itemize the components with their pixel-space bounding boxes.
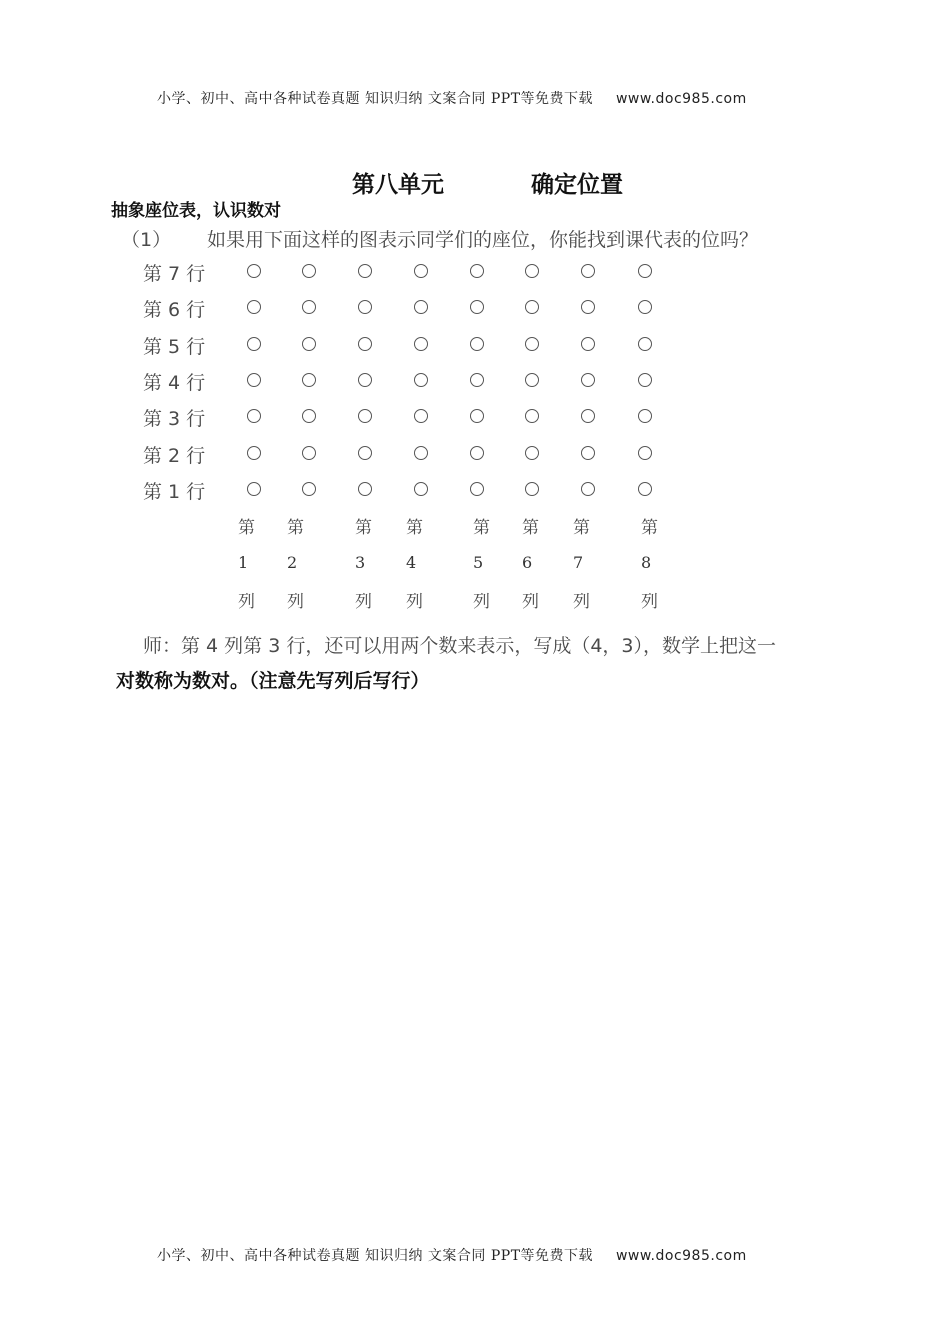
column-label-num: 8 bbox=[641, 553, 652, 572]
column-label-num: 7 bbox=[573, 553, 584, 572]
seat-circle bbox=[414, 446, 428, 460]
row-label: 第 4 行 bbox=[143, 371, 206, 394]
seat-circle bbox=[525, 409, 539, 423]
column-label-bottom: 列 bbox=[522, 592, 539, 612]
seat-circle bbox=[302, 300, 316, 314]
seat-circle bbox=[470, 373, 484, 387]
seat-circle bbox=[414, 409, 428, 423]
page-footer bbox=[157, 1245, 747, 1265]
seat-circle bbox=[581, 373, 595, 387]
seat-circle bbox=[358, 482, 372, 496]
seat-circle bbox=[470, 446, 484, 460]
column-label-bottom: 列 bbox=[238, 592, 255, 612]
row-label: 第 2 行 bbox=[143, 444, 206, 467]
seat-circle bbox=[302, 482, 316, 496]
column-label-bottom: 列 bbox=[473, 592, 490, 612]
seat-circle bbox=[414, 337, 428, 351]
row-label: 第 6 行 bbox=[143, 299, 206, 322]
seat-circle bbox=[581, 409, 595, 423]
seat-circle bbox=[302, 337, 316, 351]
column-label-top: 第 bbox=[473, 518, 490, 538]
seat-circle bbox=[358, 264, 372, 278]
seat-circle bbox=[247, 337, 261, 351]
column-label-bottom: 列 bbox=[641, 592, 658, 612]
seat-circle bbox=[525, 337, 539, 351]
seat-circle bbox=[247, 409, 261, 423]
seat-circle bbox=[638, 409, 652, 423]
seat-circle bbox=[638, 300, 652, 314]
seat-circle bbox=[247, 300, 261, 314]
seat-circle bbox=[581, 337, 595, 351]
seat-circle bbox=[247, 373, 261, 387]
seat-circle bbox=[470, 337, 484, 351]
seat-circle bbox=[470, 300, 484, 314]
seat-circle bbox=[414, 300, 428, 314]
seat-circle bbox=[302, 409, 316, 423]
column-label-top: 第 bbox=[406, 518, 423, 538]
column-label-num: 4 bbox=[406, 553, 417, 572]
column-label-top: 第 bbox=[355, 518, 372, 538]
seat-circle bbox=[358, 300, 372, 314]
column-label-num: 6 bbox=[522, 553, 533, 572]
header-text: 小学、初中、高中各种试卷真题 知识归纳 文案合同 PPT等免费下载 bbox=[157, 91, 594, 107]
seat-circle bbox=[414, 264, 428, 278]
column-label-top: 第 bbox=[573, 518, 590, 538]
seat-circle bbox=[470, 409, 484, 423]
seat-circle bbox=[302, 446, 316, 460]
seat-circle bbox=[414, 373, 428, 387]
seat-circle bbox=[525, 264, 539, 278]
page-header bbox=[157, 88, 747, 108]
footer-site-link[interactable]: www.doc985.com bbox=[615, 1248, 747, 1264]
header-site-link[interactable]: www.doc985.com bbox=[615, 91, 747, 107]
column-label-top: 第 bbox=[287, 518, 304, 538]
footer-text: 小学、初中、高中各种试卷真题 知识归纳 文案合同 PPT等免费下载 bbox=[157, 1248, 594, 1264]
row-label: 第 5 行 bbox=[143, 335, 206, 358]
column-label-num: 3 bbox=[355, 553, 366, 572]
seat-circle bbox=[525, 373, 539, 387]
seat-circle bbox=[525, 300, 539, 314]
seat-circle bbox=[581, 264, 595, 278]
column-label-top: 第 bbox=[641, 518, 658, 538]
seat-circle bbox=[470, 264, 484, 278]
explanation-line2: 对数称为数对。（注意先写列后写行） bbox=[116, 670, 430, 692]
unit-title: 第八单元 bbox=[352, 171, 444, 198]
column-label-num: 2 bbox=[287, 553, 298, 572]
seat-circle bbox=[581, 300, 595, 314]
seat-circle bbox=[581, 446, 595, 460]
explanation-line1: 师：第 4 列第 3 行，还可以用两个数来表示，写成（4，3），数学上把这一 bbox=[143, 635, 777, 657]
column-label-bottom: 列 bbox=[287, 592, 304, 612]
seat-circle bbox=[302, 264, 316, 278]
seat-circle bbox=[525, 482, 539, 496]
seat-circle bbox=[638, 373, 652, 387]
seat-circle bbox=[247, 482, 261, 496]
column-label-bottom: 列 bbox=[406, 592, 423, 612]
seat-circle bbox=[525, 446, 539, 460]
question-number: （1） bbox=[121, 229, 172, 251]
seat-circle bbox=[638, 446, 652, 460]
seat-circle bbox=[414, 482, 428, 496]
seat-circle bbox=[358, 409, 372, 423]
topic-title: 确定位置 bbox=[531, 171, 623, 198]
row-label: 第 3 行 bbox=[143, 408, 206, 431]
row-label: 第 1 行 bbox=[143, 480, 206, 503]
question-text: 如果用下面这样的图表示同学们的座位，你能找到课代表的位吗？ bbox=[207, 229, 759, 251]
row-label: 第 7 行 bbox=[143, 263, 206, 285]
column-label-top: 第 bbox=[238, 518, 255, 538]
seat-circle bbox=[638, 337, 652, 351]
seat-circle bbox=[470, 482, 484, 496]
column-label-bottom: 列 bbox=[573, 592, 590, 612]
seat-circle bbox=[302, 373, 316, 387]
seat-circle bbox=[638, 264, 652, 278]
column-label-bottom: 列 bbox=[355, 592, 372, 612]
column-label-num: 1 bbox=[238, 553, 249, 572]
column-label-num: 5 bbox=[473, 553, 484, 572]
seat-circle bbox=[581, 482, 595, 496]
seat-circle bbox=[247, 446, 261, 460]
section-subtitle: 抽象座位表，认识数对 bbox=[111, 201, 281, 221]
column-label-top: 第 bbox=[522, 518, 539, 538]
seat-circle bbox=[358, 337, 372, 351]
seat-circle bbox=[358, 373, 372, 387]
seat-circle bbox=[247, 264, 261, 278]
seat-circle bbox=[638, 482, 652, 496]
seat-circle bbox=[358, 446, 372, 460]
